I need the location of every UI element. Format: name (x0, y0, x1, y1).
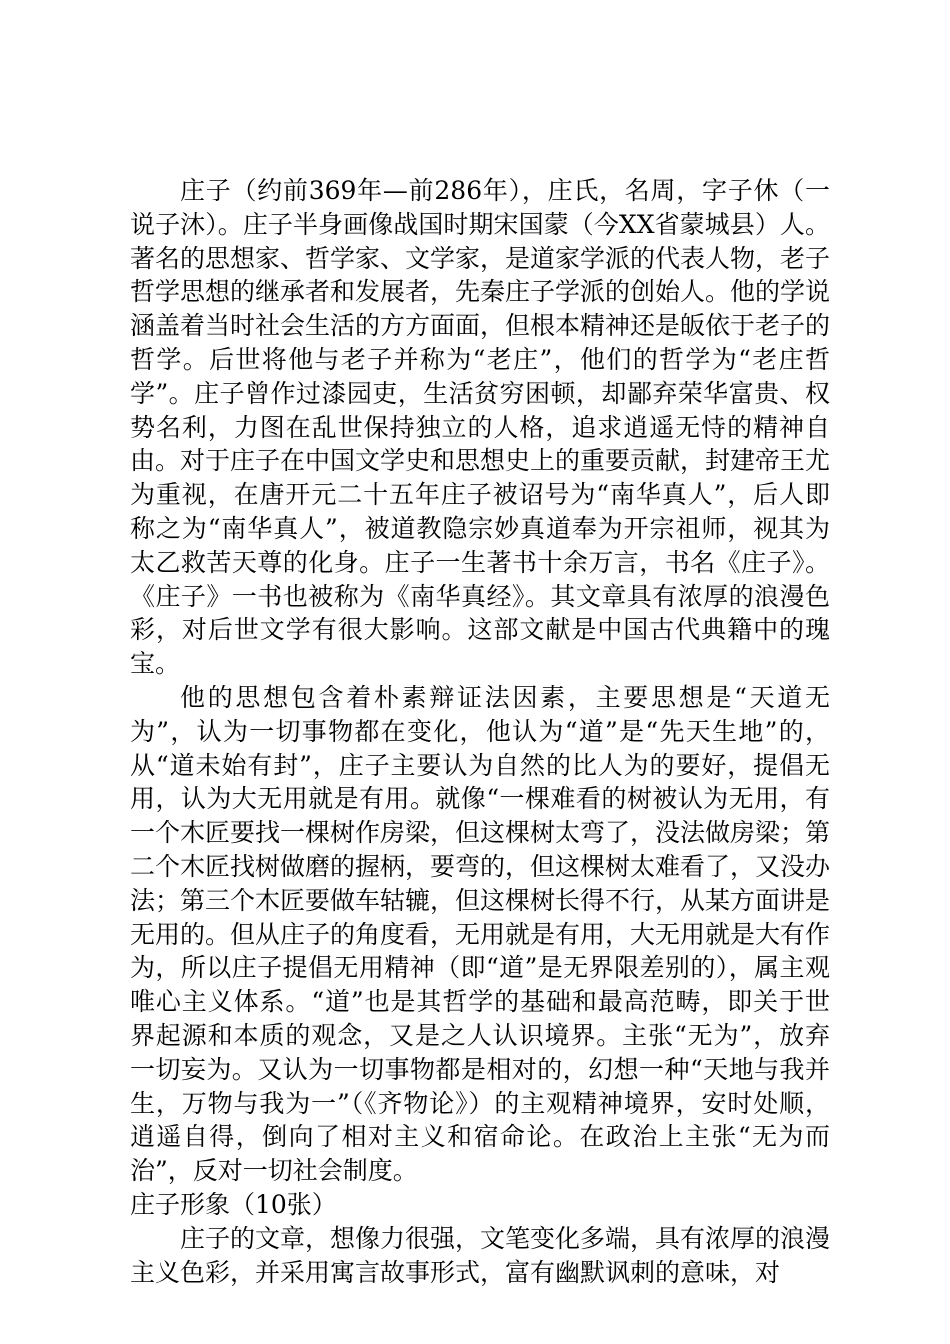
paragraph-biography: 庄子（约前369年—前286年），庄氏，名周，字子休（一说子沐）。庄子半身画像战国时期宋国蒙（今XX省蒙城县）人。著名的思想家、哲学家、文学家，是道家学派的代表人物，老子哲学思想的继承者和发展者，先秦庄子学派的创始人。他的学说涵盖着当时社会生活的方方面面，但根本精神还是皈依于老子的哲学。后世将他与老子并称为“老庄”，他们的哲学为“老庄哲学”。庄子曾作过漆园吏，生活贫穷困顿，却鄙弃荣华富贵、权势名利，力图在乱世保持独立的人格，追求逍遥无恃的精神自由。对于庄子在中国文学史和思想史上的重要贡献，封建帝王尤为重视，在唐开元二十五年庄子被诏号为“南华真人”，后人即称之为“南华真人”，被道教隐宗妙真道奉为开宗祖师，视其为太乙救苦天尊的化身。庄子一生著书十余万言，书名《庄子》。《庄子》一书也被称为《南华真经》。其文章具有浓厚的浪漫色彩，对后世文学有很大影响。这部文献是中国古代典籍中的瑰宝。 (130, 176, 831, 679)
image-caption: 庄子形象（10张） (130, 1189, 337, 1219)
paragraph-philosophy: 他的思想包含着朴素辩证法因素，主要思想是“天道无为”，认为一切事物都在变化，他认为“道”是“先天生地”的，从“道未始有封”，庄子主要认为自然的比人为的要好，提倡无用，认为大无用就是有用。就像“一棵难看的树被认为无用，有一个木匠要找一棵树作房梁，但这棵树太弯了，没法做房梁；第二个木匠找树做磨的握柄，要弯的，但这棵树太难看了，又没办法；第三个木匠要做车轱辘，但这棵树长得不行，从某方面讲是无用的。但从庄子的角度看，无用就是有用，大无用就是大有作为，所以庄子提倡无用精神（即“道”是无界限差别的），属主观唯心主义体系。“道”也是其哲学的基础和最高范畴，即关于世界起源和本质的观念，又是之人认识境界。主张“无为”，放弃一切妄为。又认为一切事物都是相对的，幻想一种“天地与我并生，万物与我为一”（《齐物论》）的主观精神境界，安时处顺，逍遥自得，倒向了相对主义和宿命论。在政治上主张“无为而治”，反对一切社会制度。 (130, 682, 831, 1186)
paragraph-writing-style: 庄子的文章，想像力很强，文笔变化多端，具有浓厚的浪漫主义色彩，并采用寓言故事形式，富有幽默讽刺的意味，对 (130, 1223, 831, 1287)
document-body (130, 174, 830, 1289)
